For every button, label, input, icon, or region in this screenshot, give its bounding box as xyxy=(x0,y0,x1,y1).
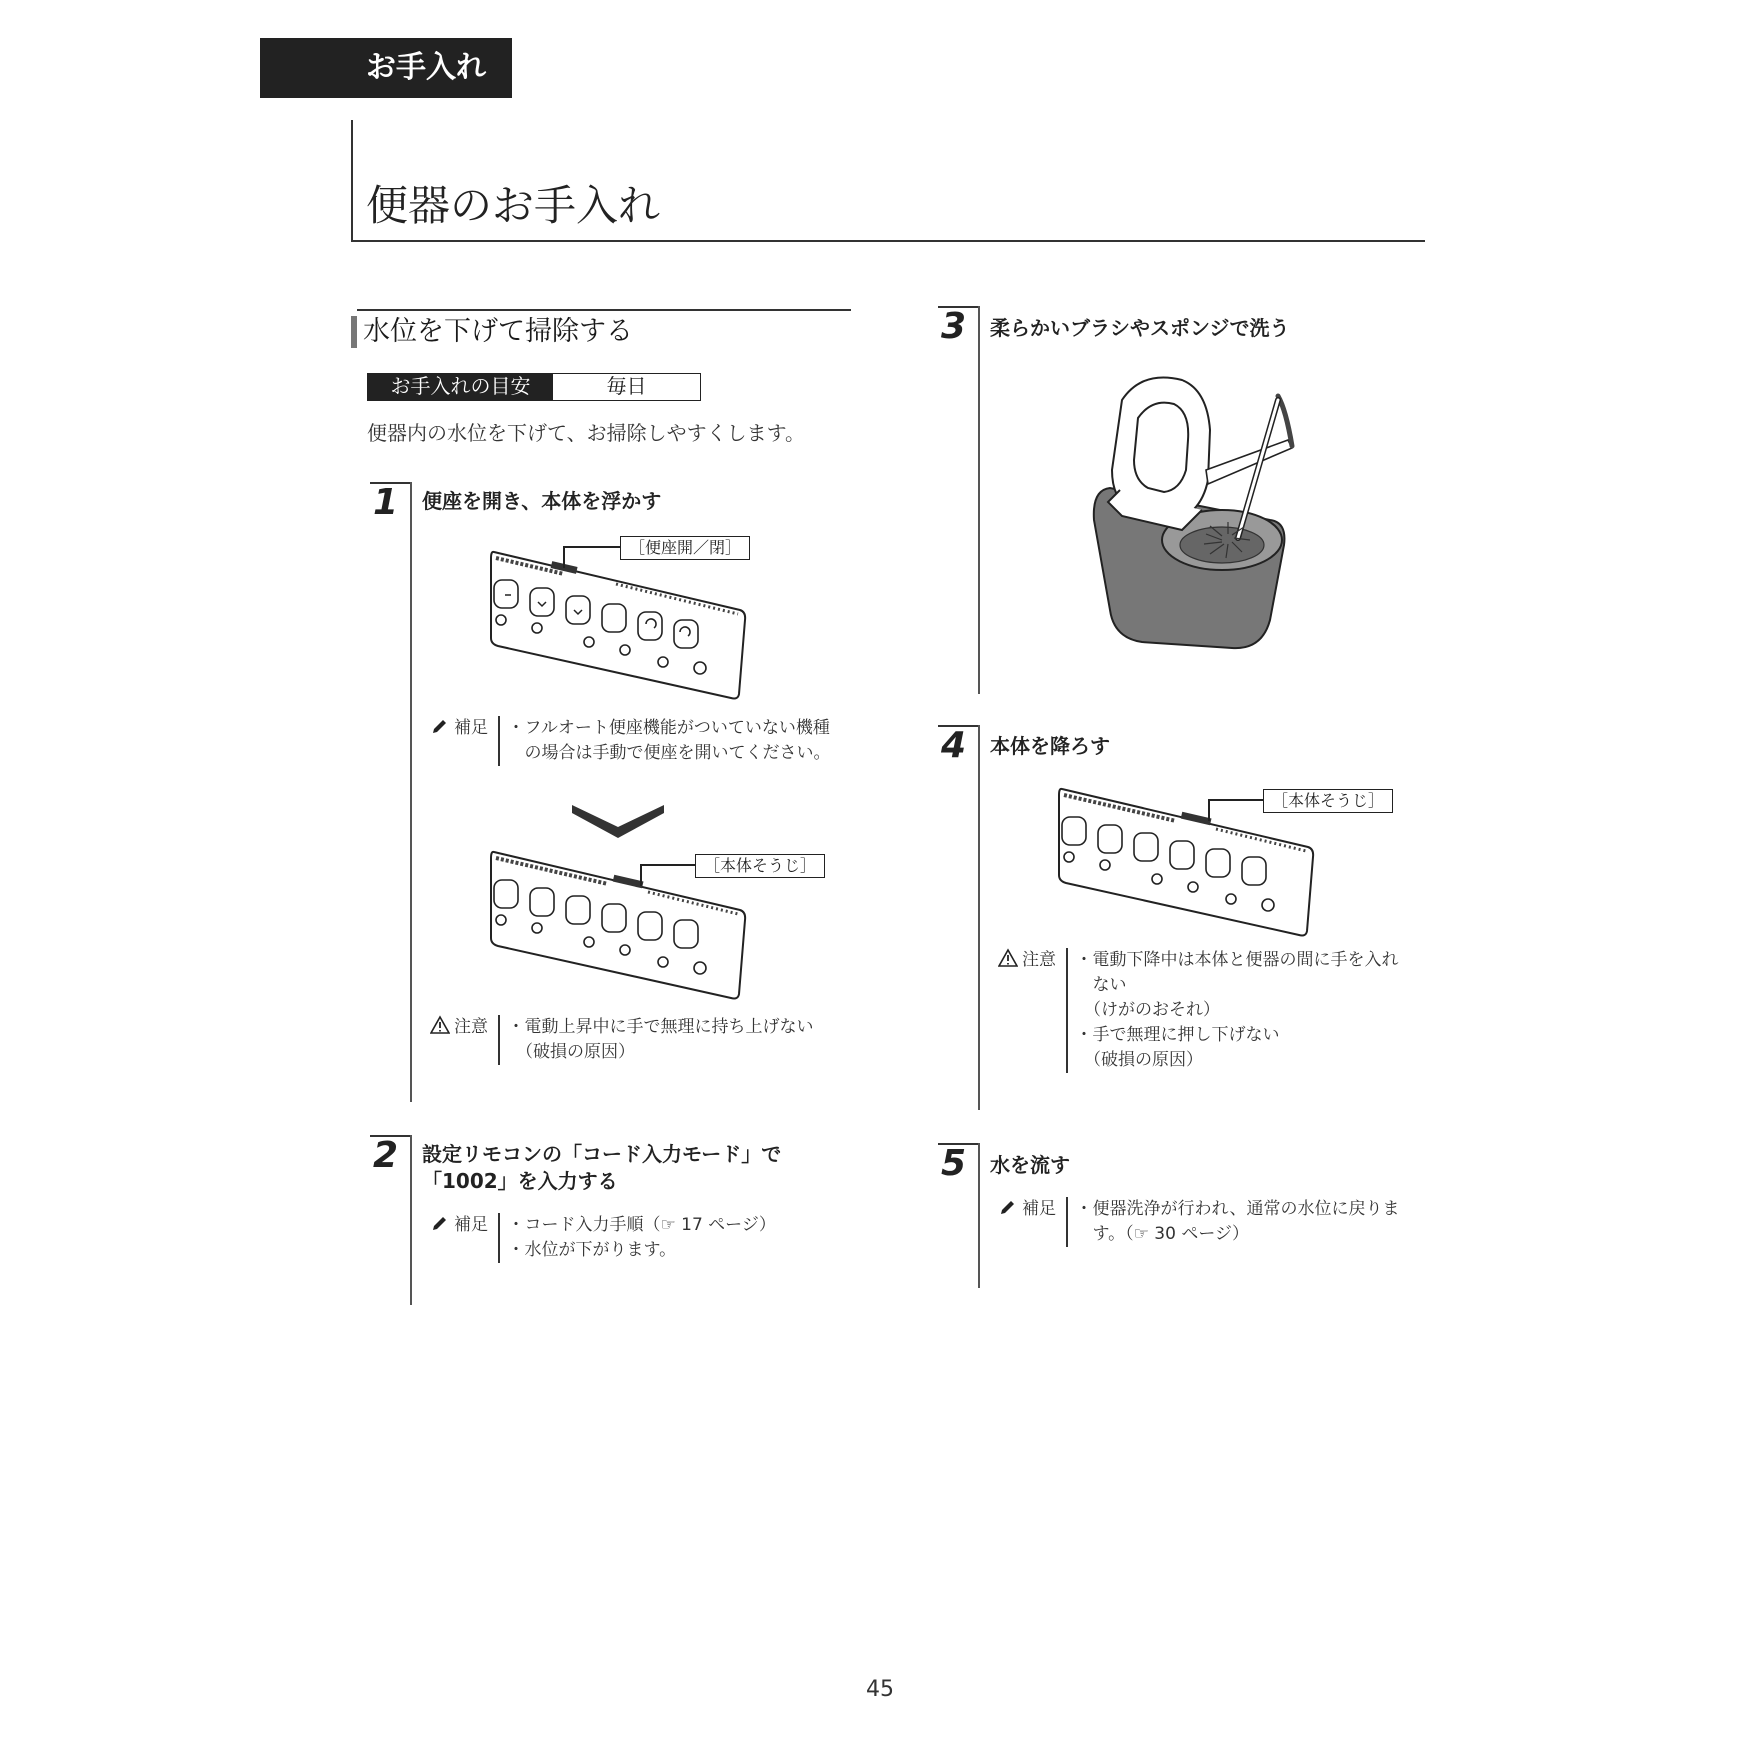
step-5-number: 5 xyxy=(941,1143,967,1184)
section-tag: お手入れ xyxy=(260,38,512,98)
step-4-number: 4 xyxy=(941,725,967,766)
warning-triangle-icon xyxy=(430,1015,450,1035)
step-1-caution xyxy=(430,1015,814,1065)
note-body xyxy=(508,1213,776,1263)
caution-line: ・手で無理に押し下げない xyxy=(1075,1025,1280,1045)
note-bar xyxy=(498,716,500,766)
step-5-vertical-rule xyxy=(978,1143,980,1288)
note-line: す。（☞ 30 ページ） xyxy=(1075,1224,1249,1244)
caution-body xyxy=(1076,948,1399,1073)
step-1-vertical-rule xyxy=(410,482,412,1102)
callout-body-cleaning-2: ［本体そうじ］ xyxy=(1263,789,1393,813)
step-2-note xyxy=(430,1213,776,1263)
note-bar xyxy=(1066,948,1068,1073)
callout-leader xyxy=(563,546,565,568)
chevron-down-icon xyxy=(572,805,664,841)
step-2-title-line2: 「1002」を入力する xyxy=(422,1169,618,1193)
section-rule xyxy=(357,309,851,311)
care-guide-box xyxy=(367,373,701,401)
caution-line: （けがのおそれ） xyxy=(1075,1000,1220,1020)
caution-body xyxy=(508,1015,814,1065)
note-body xyxy=(1076,1197,1400,1247)
caution-line: （破損の原因） xyxy=(1075,1050,1203,1070)
note-header xyxy=(430,1213,498,1263)
callout-seat-open-close: ［便座開／閉］ xyxy=(620,536,750,560)
callout-leader xyxy=(1208,799,1263,801)
callout-leader xyxy=(563,546,620,548)
step-2-vertical-rule xyxy=(410,1135,412,1305)
pencil-icon xyxy=(998,1197,1018,1217)
section-title: 水位を下げて掃除する xyxy=(363,316,633,347)
step-5-title: 水を流す xyxy=(990,1153,1070,1177)
care-guide-value: 毎日 xyxy=(606,374,647,398)
callout-leader xyxy=(640,864,642,886)
caution-header xyxy=(430,1015,498,1065)
pencil-icon xyxy=(430,1213,450,1233)
title-rule-vertical xyxy=(351,120,353,242)
note-label: 補足 xyxy=(454,718,488,738)
title-rule-horizontal xyxy=(351,240,1425,242)
section-marker xyxy=(351,316,357,348)
callout-leader xyxy=(640,864,695,866)
caution-line: ・電動上昇中に手で無理に持ち上げない xyxy=(507,1017,814,1037)
step-5-note xyxy=(998,1197,1400,1247)
note-header xyxy=(998,1197,1066,1247)
page-title: 便器のお手入れ xyxy=(366,181,661,230)
caution-line: ない xyxy=(1075,975,1127,995)
step-4-caution xyxy=(998,948,1399,1073)
warning-triangle-icon xyxy=(998,948,1018,968)
step-4-vertical-rule xyxy=(978,725,980,1110)
note-label: 補足 xyxy=(454,1215,488,1235)
page-number: 45 xyxy=(866,1677,894,1702)
note-line: ・コード入力手順（☞ 17 ページ） xyxy=(507,1215,776,1235)
note-bar xyxy=(498,1015,500,1065)
step-3-vertical-rule xyxy=(978,306,980,694)
step-4-title: 本体を降ろす xyxy=(990,734,1110,758)
caution-line: ・電動下降中は本体と便器の間に手を入れ xyxy=(1075,950,1399,970)
step-1-title: 便座を開き、本体を浮かす xyxy=(422,489,662,513)
note-bar xyxy=(498,1213,500,1263)
step-1-number: 1 xyxy=(373,482,399,523)
callout-body-cleaning: ［本体そうじ］ xyxy=(695,854,825,878)
note-bar xyxy=(1066,1197,1068,1247)
note-header xyxy=(430,716,498,766)
note-label: 補足 xyxy=(1022,1199,1056,1219)
note-line: ・便器洗浄が行われ、通常の水位に戻りま xyxy=(1075,1199,1400,1219)
caution-header xyxy=(998,948,1066,1073)
toilet-brush-illustration xyxy=(1082,370,1302,652)
caution-line: （破損の原因） xyxy=(507,1042,635,1062)
caution-label: 注意 xyxy=(1022,950,1056,970)
note-line: ・フルオート便座機能がついていない機種 xyxy=(507,718,830,738)
note-line: の場合は手動で便座を開いてください。 xyxy=(507,743,831,763)
step-3-title: 柔らかいブラシやスポンジで洗う xyxy=(990,316,1290,340)
remote-panel-illustration-1 xyxy=(488,548,750,702)
pencil-icon xyxy=(430,716,450,736)
note-line: ・水位が下がります。 xyxy=(507,1240,677,1260)
step-2-number: 2 xyxy=(373,1135,399,1176)
section-intro: 便器内の水位を下げて、お掃除しやすくします。 xyxy=(367,421,805,445)
note-body xyxy=(508,716,831,766)
caution-label: 注意 xyxy=(454,1017,488,1037)
step-3-number: 3 xyxy=(941,306,967,347)
step-2-title-line1: 設定リモコンの「コード入力モード」で xyxy=(422,1142,782,1166)
care-guide-label: お手入れの目安 xyxy=(368,374,553,400)
step-1-note xyxy=(430,716,831,766)
callout-leader xyxy=(1208,799,1210,821)
